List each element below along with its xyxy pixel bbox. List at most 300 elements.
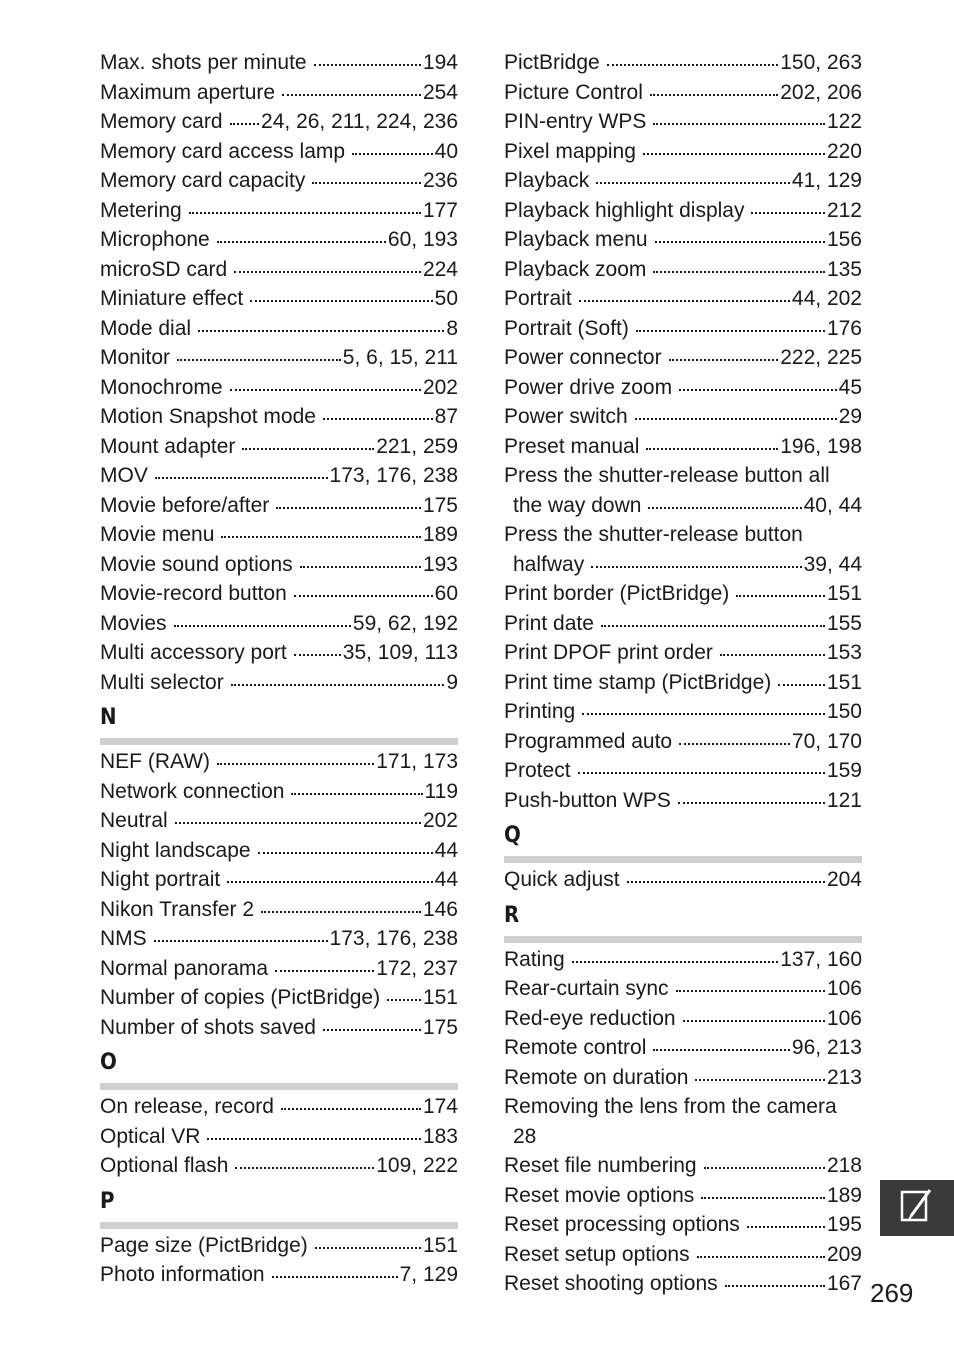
index-term: NMS bbox=[100, 927, 147, 950]
index-term: PictBridge bbox=[504, 51, 600, 74]
index-entry bbox=[504, 727, 862, 757]
leader-dots bbox=[230, 387, 421, 391]
index-term-continuation: halfway bbox=[513, 552, 585, 576]
page-references: 189 bbox=[826, 1183, 862, 1207]
note-pencil-icon bbox=[897, 1187, 937, 1230]
page-references: 44, 202 bbox=[791, 287, 862, 310]
index-term: Preset manual bbox=[504, 434, 640, 458]
page-references: 204 bbox=[826, 868, 862, 891]
leader-dots bbox=[261, 909, 421, 913]
index-column-right bbox=[504, 48, 862, 1299]
index-term: Quick adjust bbox=[504, 868, 620, 891]
leader-dots bbox=[207, 1136, 421, 1140]
page-references: 44 bbox=[434, 868, 458, 891]
leader-dots bbox=[323, 1027, 421, 1031]
leader-dots bbox=[655, 239, 825, 243]
index-term: Reset movie options bbox=[504, 1183, 695, 1207]
leader-dots bbox=[315, 1245, 421, 1249]
page-references: 122 bbox=[826, 110, 862, 133]
section-header: O bbox=[100, 1050, 458, 1090]
index-term-continuation: the way down bbox=[513, 493, 642, 517]
page-references: 70, 170 bbox=[791, 729, 862, 753]
leader-dots bbox=[646, 446, 778, 450]
page-references: 236 bbox=[422, 169, 458, 192]
page-references: 41, 129 bbox=[791, 169, 862, 192]
leader-dots bbox=[653, 121, 825, 125]
index-term: Mount adapter bbox=[100, 434, 236, 458]
index-term: Motion Snapshot mode bbox=[100, 405, 316, 428]
index-entry bbox=[504, 432, 862, 462]
leader-dots bbox=[198, 328, 444, 332]
page-references: 40 bbox=[434, 139, 458, 163]
page-references: 153 bbox=[826, 641, 862, 664]
index-term: Monochrome bbox=[100, 375, 223, 399]
index-entry bbox=[100, 747, 458, 777]
leader-dots bbox=[736, 593, 825, 597]
page-references: 119 bbox=[424, 779, 458, 803]
leader-dots bbox=[282, 92, 421, 96]
leader-dots bbox=[683, 1018, 825, 1022]
leader-dots bbox=[676, 988, 825, 992]
index-term: Playback highlight display bbox=[504, 198, 745, 222]
index-term: Movies bbox=[100, 611, 167, 635]
index-entry bbox=[504, 1240, 862, 1270]
index-entry bbox=[504, 1210, 862, 1240]
page-references: 175 bbox=[422, 493, 458, 517]
index-term: Picture Control bbox=[504, 80, 643, 104]
index-entry bbox=[100, 314, 458, 344]
page-references: 60, 193 bbox=[387, 228, 458, 251]
page-references: 5, 6, 15, 211 bbox=[342, 346, 458, 369]
index-term: Printing bbox=[504, 700, 576, 723]
leader-dots bbox=[387, 997, 421, 1001]
page-references: 8 bbox=[446, 316, 458, 340]
page-references: 146 bbox=[422, 897, 458, 921]
page-references: 24, 26, 211, 224, 236 bbox=[261, 110, 458, 133]
index-entry bbox=[100, 865, 458, 895]
page-references: 159 bbox=[826, 759, 862, 782]
leader-dots bbox=[704, 1165, 825, 1169]
index-entry bbox=[504, 1151, 862, 1181]
index-entry bbox=[504, 166, 862, 196]
page-references: 151 bbox=[422, 986, 458, 1009]
index-entry bbox=[100, 668, 458, 698]
page-references: 155 bbox=[826, 611, 862, 635]
page-references: 213 bbox=[826, 1065, 862, 1089]
leader-dots bbox=[174, 623, 351, 627]
section-tab-marker bbox=[880, 1180, 954, 1236]
page-references: 9 bbox=[446, 670, 458, 694]
section-header: Q bbox=[504, 823, 862, 863]
index-term: Press the shutter-release button all bbox=[504, 464, 830, 487]
page-references: 121 bbox=[826, 788, 862, 812]
leader-dots bbox=[230, 121, 260, 125]
page-references: 254 bbox=[422, 80, 458, 104]
index-term: Power drive zoom bbox=[504, 375, 673, 399]
index-term: Multi accessory port bbox=[100, 641, 287, 664]
index-entry bbox=[504, 225, 862, 255]
index-entry bbox=[100, 806, 458, 836]
page-references: 177 bbox=[422, 198, 458, 222]
section-header: N bbox=[100, 705, 458, 745]
page-references: 171, 173 bbox=[376, 750, 458, 773]
index-entry bbox=[100, 1092, 458, 1122]
index-entry bbox=[504, 48, 862, 78]
index-term: Network connection bbox=[100, 779, 285, 803]
page-references: 7, 129 bbox=[399, 1263, 458, 1286]
index-entry bbox=[100, 491, 458, 521]
index-term: On release, record bbox=[100, 1095, 274, 1118]
index-entry bbox=[100, 1122, 458, 1152]
index-term: Print date bbox=[504, 611, 594, 635]
index-term: Memory card access lamp bbox=[100, 139, 346, 163]
index-entry bbox=[504, 284, 862, 314]
page-references: 183 bbox=[422, 1124, 458, 1148]
index-term: Normal panorama bbox=[100, 956, 269, 980]
page-references: 174 bbox=[422, 1095, 458, 1118]
index-entry bbox=[504, 786, 862, 816]
page-references: 50 bbox=[434, 287, 458, 310]
index-term: Rating bbox=[504, 947, 565, 971]
index-term: Rear-curtain sync bbox=[504, 977, 669, 1000]
leader-dots bbox=[679, 387, 837, 391]
index-entry bbox=[504, 697, 862, 727]
index-term: NEF (RAW) bbox=[100, 750, 211, 773]
leader-dots bbox=[291, 791, 422, 795]
page-references: 222, 225 bbox=[780, 346, 862, 369]
leader-dots bbox=[695, 1077, 825, 1081]
index-entry bbox=[100, 284, 458, 314]
leader-dots bbox=[250, 298, 432, 302]
index-entry bbox=[100, 48, 458, 78]
leader-dots bbox=[582, 711, 825, 715]
index-term: Miniature effect bbox=[100, 287, 244, 310]
index-entry bbox=[504, 668, 862, 698]
index-term: Number of shots saved bbox=[100, 1015, 316, 1039]
page-references: 40, 44 bbox=[803, 493, 862, 517]
index-term: Power connector bbox=[504, 346, 662, 369]
leader-dots bbox=[697, 1254, 825, 1258]
index-entry bbox=[100, 1151, 458, 1181]
index-term: Print border (PictBridge) bbox=[504, 582, 730, 605]
page-references: 35, 109, 113 bbox=[342, 641, 458, 664]
leader-dots bbox=[272, 1274, 398, 1278]
index-entry bbox=[100, 579, 458, 609]
index-entry bbox=[504, 1033, 862, 1063]
leader-dots bbox=[669, 357, 779, 361]
index-entry bbox=[100, 137, 458, 167]
page-references: 221, 259 bbox=[376, 434, 458, 458]
index-entry bbox=[100, 166, 458, 196]
index-term: Nikon Transfer 2 bbox=[100, 897, 255, 921]
leader-dots bbox=[643, 151, 825, 155]
index-term: Movie sound options bbox=[100, 552, 293, 576]
index-term: Memory card capacity bbox=[100, 169, 306, 192]
page-references: 189 bbox=[422, 523, 458, 546]
index-term: Number of copies (PictBridge) bbox=[100, 986, 381, 1009]
page-references: 151 bbox=[826, 670, 862, 694]
page-references: 137, 160 bbox=[780, 947, 862, 971]
page-references: 175 bbox=[422, 1015, 458, 1039]
index-entry bbox=[504, 402, 862, 432]
index-term: Movie before/after bbox=[100, 493, 270, 517]
index-term: Night portrait bbox=[100, 868, 221, 891]
leader-dots bbox=[636, 328, 825, 332]
index-entry bbox=[504, 1181, 862, 1211]
index-term: Multi selector bbox=[100, 670, 224, 694]
page-references: 29 bbox=[838, 405, 862, 428]
leader-dots bbox=[323, 416, 433, 420]
page-references: 202, 206 bbox=[780, 80, 862, 104]
index-term: Push-button WPS bbox=[504, 788, 671, 812]
leader-dots bbox=[227, 879, 432, 883]
page-references: 173, 176, 238 bbox=[329, 927, 458, 950]
leader-dots bbox=[300, 564, 421, 568]
page-references: 106 bbox=[826, 1006, 862, 1030]
index-term: Power switch bbox=[504, 405, 628, 428]
page-references: 176 bbox=[826, 316, 862, 340]
leader-dots bbox=[650, 92, 778, 96]
index-term: Portrait bbox=[504, 287, 572, 310]
index-entry bbox=[100, 1231, 458, 1261]
index-entry bbox=[504, 865, 862, 895]
page-references: 224 bbox=[422, 257, 458, 281]
index-entry bbox=[100, 1260, 458, 1290]
leader-dots bbox=[778, 682, 825, 686]
leader-dots bbox=[242, 446, 374, 450]
index-entry bbox=[100, 609, 458, 639]
index-term: Reset setup options bbox=[504, 1242, 690, 1266]
index-entry bbox=[504, 343, 862, 373]
page-references: 167 bbox=[826, 1272, 862, 1295]
index-entry bbox=[100, 924, 458, 954]
leader-dots bbox=[627, 879, 825, 883]
leader-dots bbox=[275, 968, 374, 972]
leader-dots bbox=[177, 357, 341, 361]
index-entry bbox=[100, 638, 458, 668]
index-entry-continuation bbox=[504, 491, 862, 521]
leader-dots bbox=[653, 1047, 790, 1051]
page-references: 195 bbox=[826, 1213, 862, 1236]
index-entry bbox=[504, 974, 862, 1004]
index-term: Programmed auto bbox=[504, 729, 673, 753]
leader-dots bbox=[653, 269, 825, 273]
index-term: Movie-record button bbox=[100, 582, 287, 605]
index-entry bbox=[100, 836, 458, 866]
index-entry bbox=[100, 954, 458, 984]
index-term: Print time stamp (PictBridge) bbox=[504, 670, 772, 694]
index-term: Metering bbox=[100, 198, 182, 222]
index-entry bbox=[504, 609, 862, 639]
index-column-left bbox=[100, 48, 458, 1290]
index-term: Maximum aperture bbox=[100, 80, 276, 104]
leader-dots bbox=[352, 151, 433, 155]
index-term: Removing the lens from the camera bbox=[504, 1095, 837, 1118]
leader-dots bbox=[701, 1195, 825, 1199]
leader-dots bbox=[679, 741, 790, 745]
index-entry bbox=[504, 1269, 862, 1299]
index-entry bbox=[100, 461, 458, 491]
index-entry bbox=[504, 373, 862, 403]
index-term: Pixel mapping bbox=[504, 139, 636, 163]
leader-dots bbox=[281, 1106, 421, 1110]
leader-dots bbox=[578, 770, 825, 774]
index-entry bbox=[504, 255, 862, 285]
index-entry bbox=[100, 983, 458, 1013]
page-references: 209 bbox=[826, 1242, 862, 1266]
page-references: 220 bbox=[826, 139, 862, 163]
page-references: 218 bbox=[826, 1154, 862, 1177]
page-number: 269 bbox=[870, 1278, 914, 1308]
leader-dots bbox=[635, 416, 837, 420]
index-term: Playback zoom bbox=[504, 257, 647, 281]
page-references: 106 bbox=[826, 977, 862, 1000]
page-references: 172, 237 bbox=[376, 956, 458, 980]
leader-dots bbox=[258, 850, 433, 854]
leader-dots bbox=[572, 959, 779, 963]
leader-dots bbox=[155, 475, 328, 479]
index-term: Photo information bbox=[100, 1263, 265, 1286]
page-references: 87 bbox=[434, 405, 458, 428]
leader-dots bbox=[601, 623, 825, 627]
index-term: Max. shots per minute bbox=[100, 51, 307, 74]
index-term: Protect bbox=[504, 759, 571, 782]
index-entry bbox=[100, 895, 458, 925]
index-entry bbox=[504, 107, 862, 137]
page-references: 156 bbox=[826, 228, 862, 251]
index-term: Monitor bbox=[100, 346, 171, 369]
leader-dots bbox=[596, 180, 790, 184]
index-entry bbox=[100, 255, 458, 285]
index-term: MOV bbox=[100, 464, 148, 487]
leader-dots bbox=[312, 180, 421, 184]
index-term: Movie menu bbox=[100, 523, 215, 546]
leader-dots bbox=[591, 564, 801, 568]
page-references: 44 bbox=[434, 838, 458, 862]
index-entry bbox=[504, 196, 862, 226]
page-references: 194 bbox=[422, 51, 458, 74]
index-entry bbox=[504, 137, 862, 167]
page-references: 151 bbox=[826, 582, 862, 605]
index-entry bbox=[504, 78, 862, 108]
index-term: Remote on duration bbox=[504, 1065, 689, 1089]
index-entry bbox=[100, 373, 458, 403]
index-entry bbox=[504, 579, 862, 609]
index-term: Playback menu bbox=[504, 228, 648, 251]
index-term: Playback bbox=[504, 169, 590, 192]
index-entry bbox=[100, 78, 458, 108]
leader-dots bbox=[221, 534, 421, 538]
page-references: 109, 222 bbox=[376, 1154, 458, 1177]
index-term: Red-eye reduction bbox=[504, 1006, 676, 1030]
index-entry bbox=[504, 1063, 862, 1093]
page-references: 150 bbox=[826, 700, 862, 723]
index-term: Remote control bbox=[504, 1036, 647, 1059]
index-term: Reset file numbering bbox=[504, 1154, 697, 1177]
index-term: Reset processing options bbox=[504, 1213, 740, 1236]
leader-dots bbox=[154, 938, 328, 942]
leader-dots bbox=[579, 298, 790, 302]
page-references: 151 bbox=[422, 1233, 458, 1257]
page-references: 60 bbox=[434, 582, 458, 605]
leader-dots bbox=[235, 1165, 374, 1169]
index-entry bbox=[100, 225, 458, 255]
index-entry bbox=[100, 196, 458, 226]
leader-dots bbox=[314, 62, 421, 66]
index-entry bbox=[100, 777, 458, 807]
index-term: Neutral bbox=[100, 809, 168, 832]
section-header: R bbox=[504, 903, 862, 943]
leader-dots bbox=[725, 1283, 825, 1287]
index-entry bbox=[100, 402, 458, 432]
index-term: Reset shooting options bbox=[504, 1272, 718, 1295]
page-references: 173, 176, 238 bbox=[329, 464, 458, 487]
page-references: 59, 62, 192 bbox=[352, 611, 458, 635]
index-term: Night landscape bbox=[100, 838, 251, 862]
leader-dots bbox=[607, 62, 779, 66]
index-entry bbox=[504, 638, 862, 668]
index-entry-continuation bbox=[504, 550, 862, 580]
index-entry bbox=[100, 432, 458, 462]
index-entry bbox=[100, 550, 458, 580]
index-term: microSD card bbox=[100, 257, 228, 281]
leader-dots bbox=[234, 269, 421, 273]
index-term: Print DPOF print order bbox=[504, 641, 713, 664]
index-entry bbox=[100, 1013, 458, 1043]
index-term: Mode dial bbox=[100, 316, 192, 340]
index-entry bbox=[504, 314, 862, 344]
page-references: 150, 263 bbox=[780, 51, 862, 74]
leader-dots bbox=[751, 210, 824, 214]
index-term: Optical VR bbox=[100, 1124, 201, 1148]
index-entry bbox=[504, 756, 862, 786]
leader-dots bbox=[747, 1224, 825, 1228]
page-references: 193 bbox=[422, 552, 458, 576]
index-entry bbox=[504, 945, 862, 975]
page-references: 135 bbox=[826, 257, 862, 281]
leader-dots bbox=[648, 505, 801, 509]
index-term: Portrait (Soft) bbox=[504, 316, 629, 340]
index-term: Press the shutter-release button bbox=[504, 523, 803, 546]
index-term: PIN-entry WPS bbox=[504, 110, 647, 133]
leader-dots bbox=[294, 593, 433, 597]
index-term: Page size (PictBridge) bbox=[100, 1233, 308, 1257]
index-entry bbox=[100, 107, 458, 137]
page-references: 39, 44 bbox=[803, 552, 862, 576]
leader-dots bbox=[276, 505, 421, 509]
index-entry bbox=[100, 343, 458, 373]
page-references: 202 bbox=[422, 375, 458, 399]
page-references: 96, 213 bbox=[791, 1036, 862, 1059]
page-references: 45 bbox=[838, 375, 862, 399]
leader-dots bbox=[720, 652, 825, 656]
index-entry bbox=[100, 520, 458, 550]
leader-dots bbox=[231, 682, 445, 686]
index-term: Microphone bbox=[100, 228, 210, 251]
page-references: 202 bbox=[422, 809, 458, 832]
leader-dots bbox=[217, 761, 374, 765]
page-references: 196, 198 bbox=[780, 434, 862, 458]
leader-dots bbox=[678, 800, 825, 804]
page-references: 212 bbox=[826, 198, 862, 222]
leader-dots bbox=[175, 820, 421, 824]
leader-dots bbox=[217, 239, 386, 243]
leader-dots bbox=[189, 210, 421, 214]
page-references: 28 bbox=[513, 1124, 537, 1148]
section-header: P bbox=[100, 1189, 458, 1229]
index-term: Memory card bbox=[100, 110, 223, 133]
leader-dots bbox=[294, 652, 341, 656]
